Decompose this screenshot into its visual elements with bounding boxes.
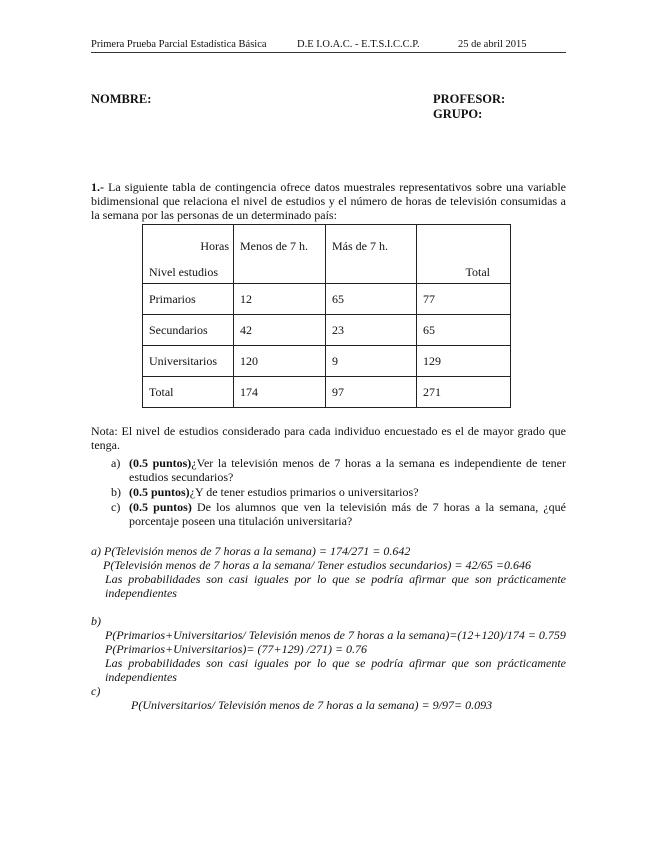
subquestion-text: ¿Y de tener estudios primarios o universitarios? <box>189 485 419 499</box>
nivel-estudios-label: Nivel estudios <box>149 265 218 279</box>
subquestion-points: (0.5 puntos) <box>129 456 192 470</box>
subquestion-label: b) <box>111 485 121 499</box>
cell-mas: 65 <box>326 284 417 315</box>
header-course: Primera Prueba Parcial Estadística Básica <box>91 39 267 50</box>
table-header-row <box>143 225 511 284</box>
table-row <box>143 284 511 315</box>
page-header <box>91 39 566 53</box>
table-row <box>143 346 511 377</box>
question-text: La siguiente tabla de contingencia ofrece datos muestrales representativos sobre una variable bidimensional que relaciona el nivel de estudios y el número de horas de televisión consumidas a la semana por las personas de un determinado país: <box>91 180 567 222</box>
cell-mas: 23 <box>326 315 417 346</box>
question-1 <box>91 180 566 222</box>
cell-total: 65 <box>417 315 511 346</box>
answer-b-label: b) <box>91 614 101 628</box>
horas-label: Horas <box>200 239 229 253</box>
spacer <box>91 600 566 614</box>
answer-b-line1: P(Primarios+Universitarios/ Televisión menos de 7 horas a la semana)=(12+120)/174 = 0.759 <box>105 628 566 642</box>
header-department: D.E I.O.A.C. - E.T.S.I.C.C.P. <box>297 39 420 50</box>
subquestion-points: (0.5 puntos) <box>129 485 190 499</box>
subquestion-list <box>111 456 566 529</box>
list-item <box>111 500 566 528</box>
header-corner-cell <box>143 225 234 284</box>
header-mas-cell <box>326 225 417 284</box>
answers-section <box>91 544 566 712</box>
subquestion-label: c) <box>111 500 121 514</box>
answer-a-line3: Las probabilidades son casi iguales por lo que se podría afirmar que son prácticamente independientes <box>105 572 566 600</box>
answer-c-line1: P(Universitarios/ Televisión menos de 7 horas a la semana) = 9/97= 0.093 <box>131 698 493 712</box>
contingency-table <box>142 224 511 408</box>
subquestion-text: De los alumnos que ven la televisión más de 7 horas a la semana, ¿qué porcentaje poseen una titulación universitaria? <box>129 500 566 528</box>
cell-total: 129 <box>417 346 511 377</box>
subquestion-text: ¿Ver la televisión menos de 7 horas a la semana es independiente de tener estudios secundarios? <box>129 456 566 484</box>
answer-b-line2: P(Primarios+Universitarios)= (77+129) /271) = 0.76 <box>105 642 368 656</box>
row-label: Universitarios <box>143 346 234 377</box>
question-number: 1.- <box>91 180 104 194</box>
answer-a-line1: a) P(Televisión menos de 7 horas a la semana) = 174/271 = 0.642 <box>91 544 411 558</box>
table-row <box>143 315 511 346</box>
answer-b-line3: Las probabilidades son casi iguales por lo que se podría afirmar que son prácticamente independientes <box>105 656 566 684</box>
cell-menos: 174 <box>234 377 326 408</box>
profesor-label: PROFESOR: <box>433 92 506 106</box>
cell-total: 77 <box>417 284 511 315</box>
grupo-label: GRUPO: <box>433 107 483 121</box>
header-menos-cell <box>234 225 326 284</box>
answer-a-line2: P(Televisión menos de 7 horas a la semana/ Tener estudios secundarios) = 42/65 =0.646 <box>103 558 531 572</box>
cell-mas: 97 <box>326 377 417 408</box>
header-total-cell <box>417 225 511 284</box>
answer-c-label: c) <box>91 684 101 698</box>
table-row <box>143 377 511 408</box>
list-item <box>111 485 566 499</box>
row-label: Total <box>143 377 234 408</box>
row-label: Primarios <box>143 284 234 315</box>
cell-mas: 9 <box>326 346 417 377</box>
cell-menos: 12 <box>234 284 326 315</box>
nota-paragraph: Nota: El nivel de estudios considerado para cada individuo encuestado es el de mayor grado que tenga. <box>91 424 566 452</box>
header-total-label: Total <box>465 265 490 279</box>
header-mas-label: Más de 7 h. <box>332 239 388 253</box>
cell-menos: 120 <box>234 346 326 377</box>
nombre-label: NOMBRE: <box>91 92 152 106</box>
subquestion-points: (0.5 puntos) <box>129 500 192 514</box>
header-date: 25 de abril 2015 <box>458 39 527 50</box>
cell-menos: 42 <box>234 315 326 346</box>
subquestion-label: a) <box>111 456 121 470</box>
header-menos-label: Menos de 7 h. <box>240 239 308 253</box>
cell-total: 271 <box>417 377 511 408</box>
row-label: Secundarios <box>143 315 234 346</box>
list-item <box>111 456 566 484</box>
